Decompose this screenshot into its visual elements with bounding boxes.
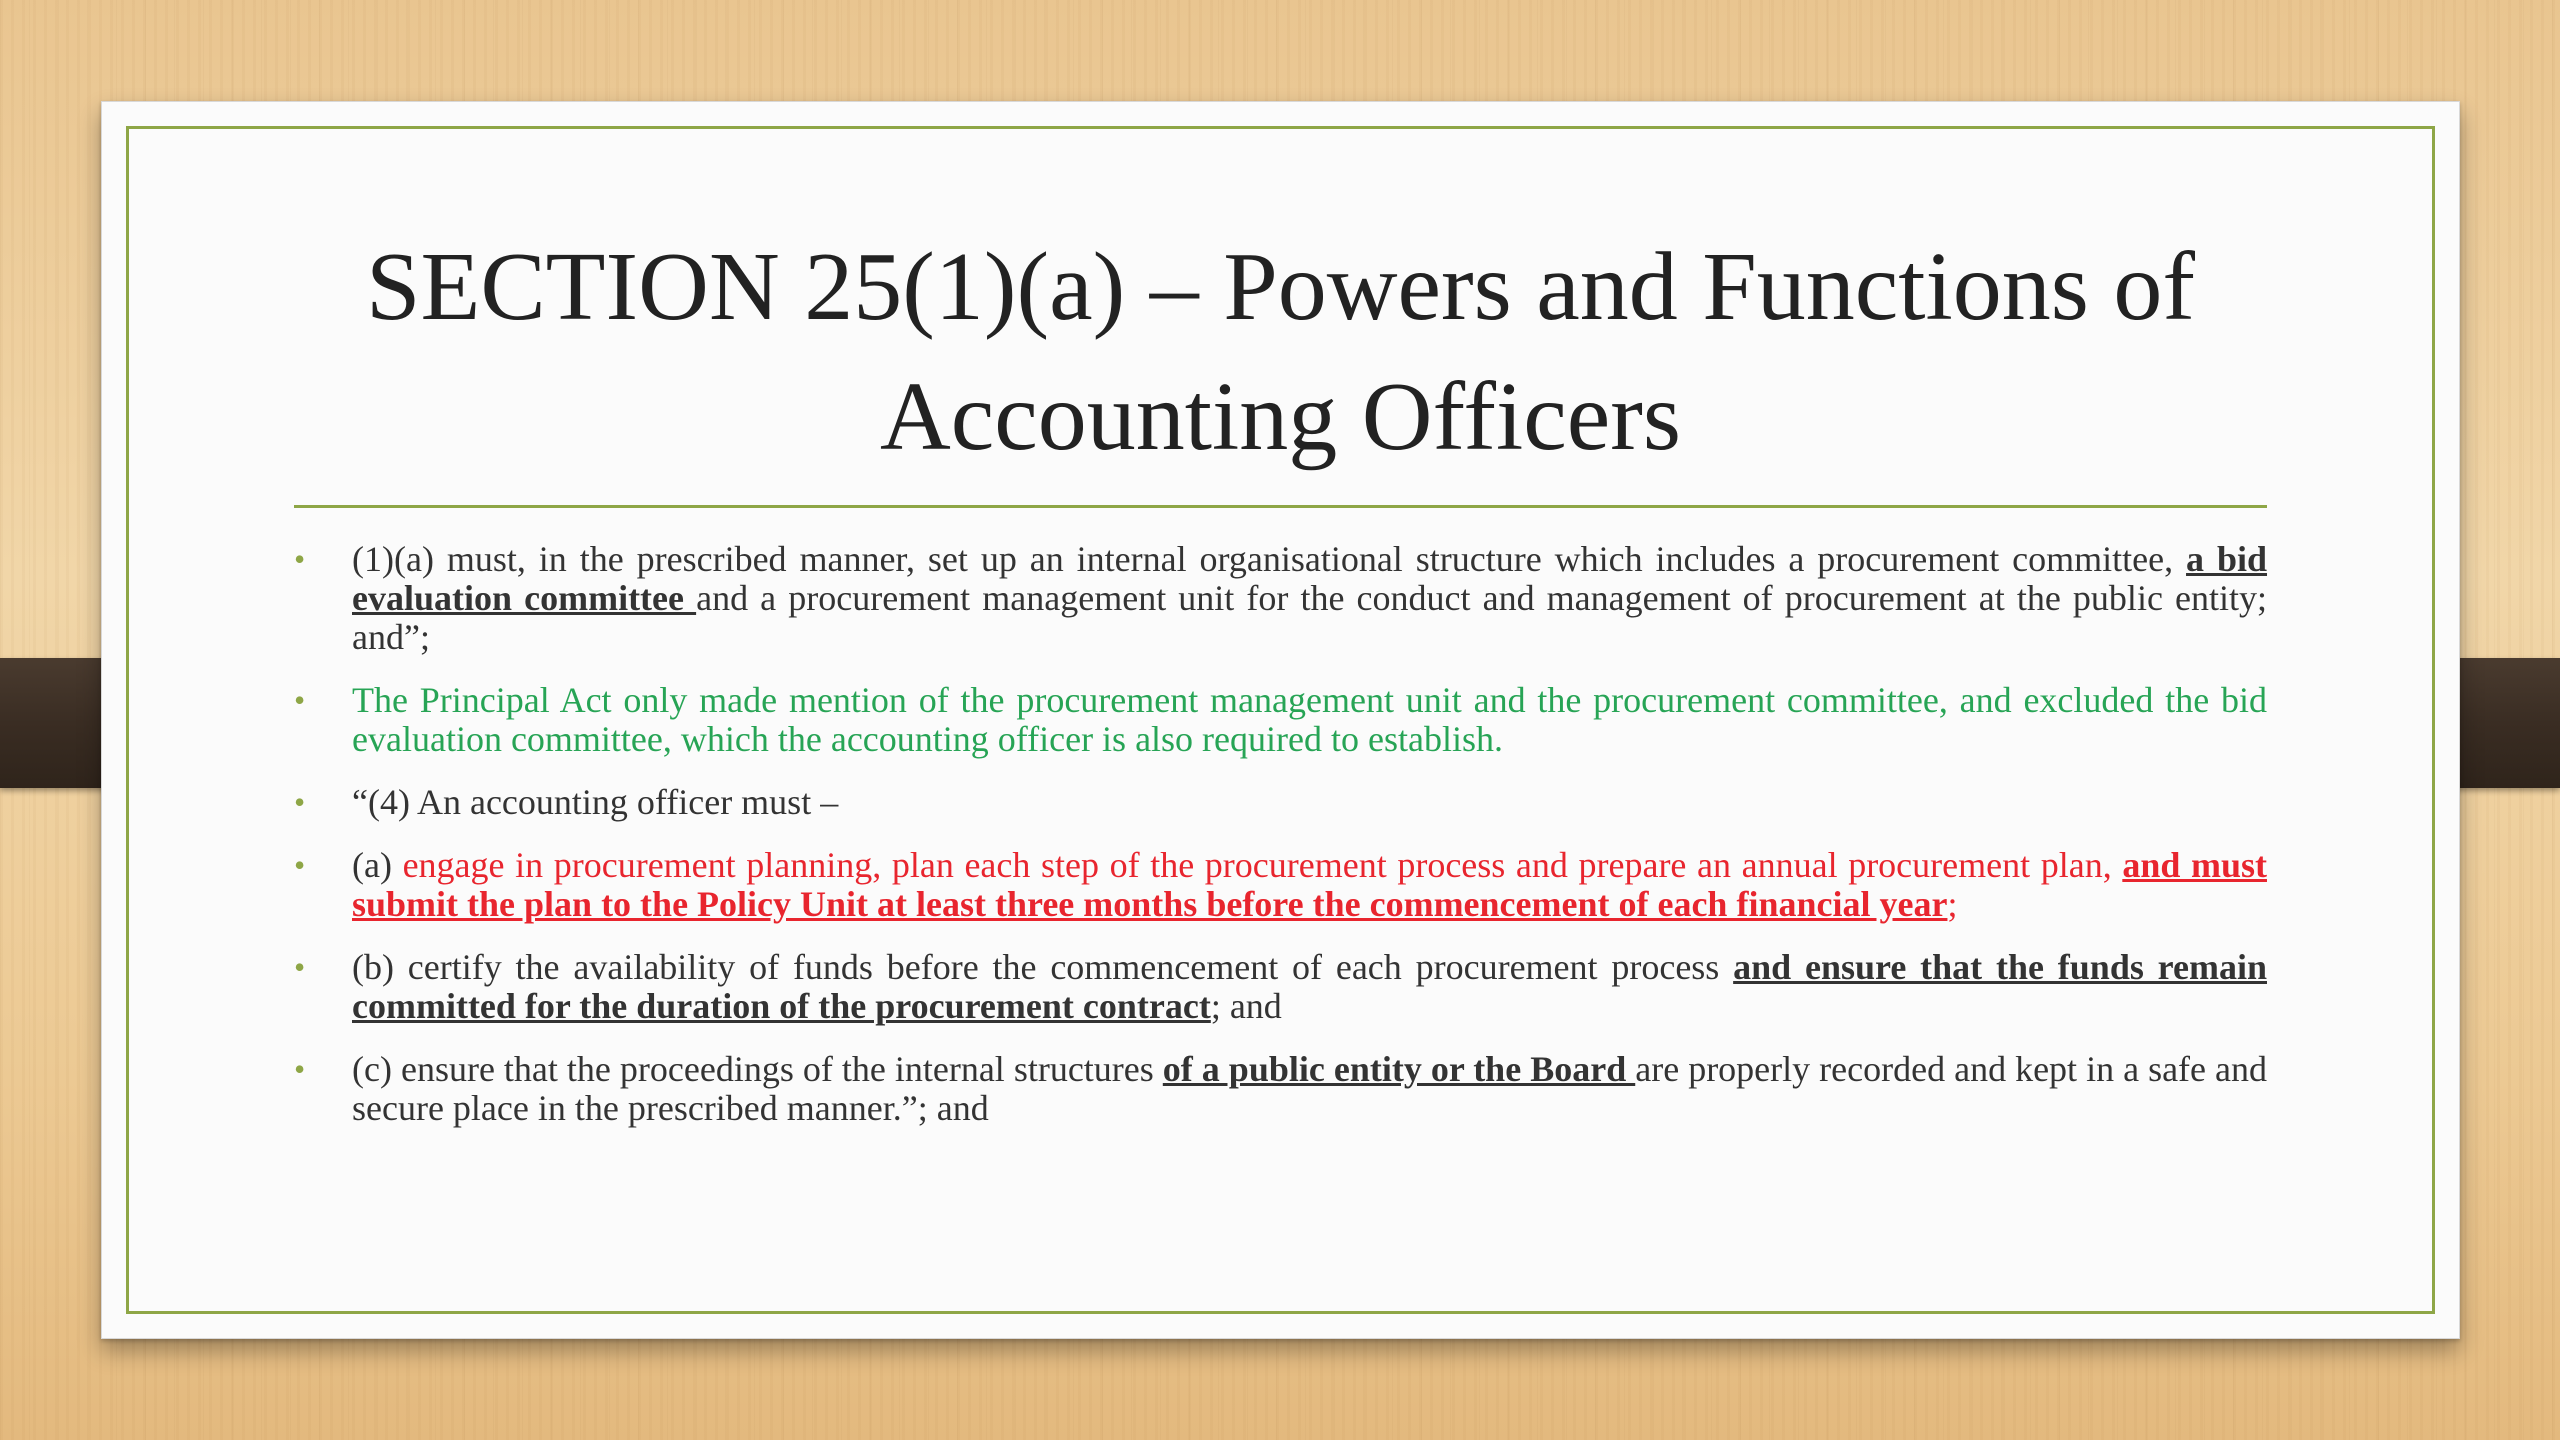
bullet-text-segment: of a public entity or the Board (1162, 1049, 1636, 1089)
bullet-text-segment: (c) ensure that the proceedings of the internal structures (352, 1049, 1163, 1089)
bullet-text-segment: (1)(a) must, in the prescribed manner, set up an internal organisational structure which includes a procurement committee, (352, 539, 2187, 579)
bullet-text-segment: and a procurement management unit for the conduct and management of procurement at the public entity; and”; (352, 578, 2268, 657)
bullet-item (294, 681, 2267, 759)
bullet-text-segment: engage in procurement planning, plan each step of the procurement process and prepare an annual procurement plan, (402, 845, 2123, 885)
bullet-item (294, 783, 2267, 822)
bullet-list (294, 540, 2267, 1152)
bullet-text-segment: “(4) An accounting officer must – (352, 782, 839, 822)
bullet-marker-icon: • (294, 682, 306, 718)
bullet-marker-icon: • (294, 949, 306, 985)
bullet-text-segment: and ensure that the funds remain committed for the duration of the procurement contract (352, 947, 2267, 1026)
bullet-marker-icon: • (294, 784, 306, 820)
bullet-item (294, 540, 2267, 657)
bullet-marker-icon: • (294, 541, 306, 577)
slide-title: SECTION 25(1)(a) – Powers and Functions of Accounting Officers (365, 233, 2196, 471)
bullet-marker-icon: • (294, 847, 306, 883)
slide (101, 101, 2460, 1339)
bullet-marker-icon: • (294, 1051, 306, 1087)
bullet-text-segment: ; (1947, 884, 1958, 924)
bullet-text-segment: (a) (352, 845, 403, 885)
bullet-text-segment: and must submit the plan to the Policy Unit at least three months before the commencement of each financial year (352, 845, 2267, 924)
bullet-text-segment: (b) certify the availability of funds before the commencement of each procurement process (352, 947, 1734, 987)
bullet-item (294, 846, 2267, 924)
bullet-item (294, 948, 2267, 1026)
bullet-text-segment: The Principal Act only made mention of the procurement management unit and the procurement committee, and excluded the bid evaluation committee, which the accounting officer is also required to establish. (352, 680, 2267, 759)
bullet-text-segment: are properly recorded and kept in a safe and secure place in the prescribed manner.”; and (352, 1049, 2268, 1128)
bullet-item (294, 1050, 2267, 1128)
bullet-text-segment: ; and (1210, 986, 1282, 1026)
title-divider (294, 505, 2267, 508)
bullet-text-segment: a bid evaluation committee (352, 539, 2268, 618)
